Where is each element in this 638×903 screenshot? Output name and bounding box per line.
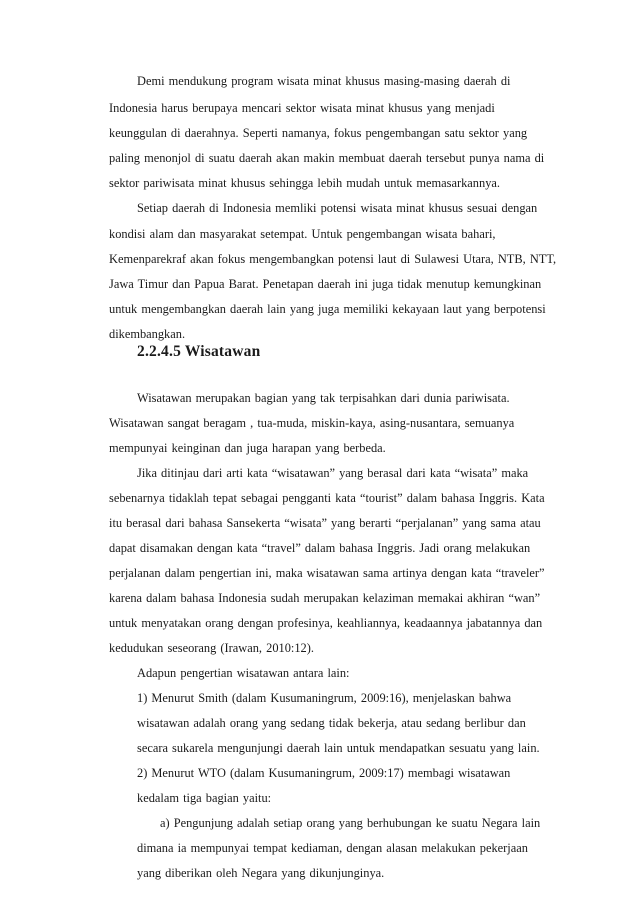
paragraph-3-line: Wisatawan merupakan bagian yang tak terpisahkan dari dunia pariwisata.	[137, 391, 510, 405]
paragraph-1-line: sektor pariwisata minat khusus sehingga lebih mudah untuk memasarkannya.	[109, 176, 500, 190]
paragraph-4-line: dapat disamakan dengan kata “travel” dalam bahasa Inggris. Jadi orang melakukan	[109, 541, 531, 555]
paragraph-4-line: itu berasal dari bahasa Sansekerta “wisata” yang berarti “perjalanan” yang sama atau	[109, 516, 541, 530]
paragraph-1-line: keunggulan di daerahnya. Seperti namanya, fokus pengembangan satu sektor yang	[109, 126, 528, 140]
paragraph-2-line: Kemenparekraf akan fokus mengembangkan potensi laut di Sulawesi Utara, NTB, NTT,	[109, 252, 557, 266]
section-heading: 2.2.4.5 Wisatawan	[137, 343, 261, 360]
list-item-line: wisatawan adalah orang yang sedang tidak bekerja, atau sedang berlibur dan	[137, 716, 526, 730]
paragraph-4-line: Jika ditinjau dari arti kata “wisatawan” yang berasal dari kata “wisata” maka	[137, 466, 529, 480]
sublist-item-line: yang diberikan oleh Negara yang dikunjunginya.	[137, 866, 385, 880]
list-item-line: kedalam tiga bagian yaitu:	[137, 791, 272, 805]
paragraph-1-line: Indonesia harus berupaya mencari sektor wisata minat khusus yang menjadi	[109, 101, 495, 115]
list-item-line: 1) Menurut Smith (dalam Kusumaningrum, 2009:16), menjelaskan bahwa	[137, 691, 512, 705]
paragraph-4-line: kedudukan seseorang (Irawan, 2010:12).	[109, 641, 314, 655]
paragraph-4-line: karena dalam bahasa Indonesia sudah merupakan kelaziman memakai akhiran “wan”	[109, 591, 541, 605]
paragraph-2-line: Jawa Timur dan Papua Barat. Penetapan daerah ini juga tidak menutup kemungkinan	[109, 277, 542, 291]
list-item-line: 2) Menurut WTO (dalam Kusumaningrum, 2009:17) membagi wisatawan	[137, 766, 511, 780]
paragraph-4-line: sebenarnya tidaklah tepat sebagai pengganti kata “tourist” dalam bahasa Inggris. Kata	[109, 491, 545, 505]
paragraph-2-line: Setiap daerah di Indonesia memliki potensi wisata minat khusus sesuai dengan	[137, 201, 538, 215]
list-item-line: secara sukarela mengunjungi daerah lain untuk mendapatkan sesuatu yang lain.	[137, 741, 540, 755]
paragraph-5-intro: Adapun pengertian wisatawan antara lain:	[137, 666, 350, 680]
paragraph-1-line: paling menonjol di suatu daerah akan makin membuat daerah tersebut punya nama di	[109, 151, 545, 165]
paragraph-1-line: Demi mendukung program wisata minat khusus masing-masing daerah di	[137, 74, 511, 88]
sublist-item-line: a) Pengunjung adalah setiap orang yang berhubungan ke suatu Negara lain	[160, 816, 541, 830]
paragraph-2-line: kondisi alam dan masyarakat setempat. Untuk pengembangan wisata bahari,	[109, 227, 496, 241]
paragraph-3-line: Wisatawan sangat beragam , tua-muda, miskin-kaya, asing-nusantara, semuanya	[109, 416, 515, 430]
sublist-item-line: dimana ia mempunyai tempat kediaman, dengan alasan melakukan pekerjaan	[137, 841, 528, 855]
paragraph-4-line: perjalanan dalam pengertian ini, maka wisatawan sama artinya dengan kata “traveler”	[109, 566, 545, 580]
paragraph-2-line: untuk mengembangkan daerah lain yang juga memiliki kekayaan laut yang berpotensi	[109, 302, 546, 316]
paragraph-3-line: mempunyai keinginan dan juga harapan yang berbeda.	[109, 441, 386, 455]
paragraph-2-line: dikembangkan.	[109, 327, 186, 341]
paragraph-4-line: untuk menyatakan orang dengan profesinya, keahliannya, keadaannya jabatannya dan	[109, 616, 543, 630]
